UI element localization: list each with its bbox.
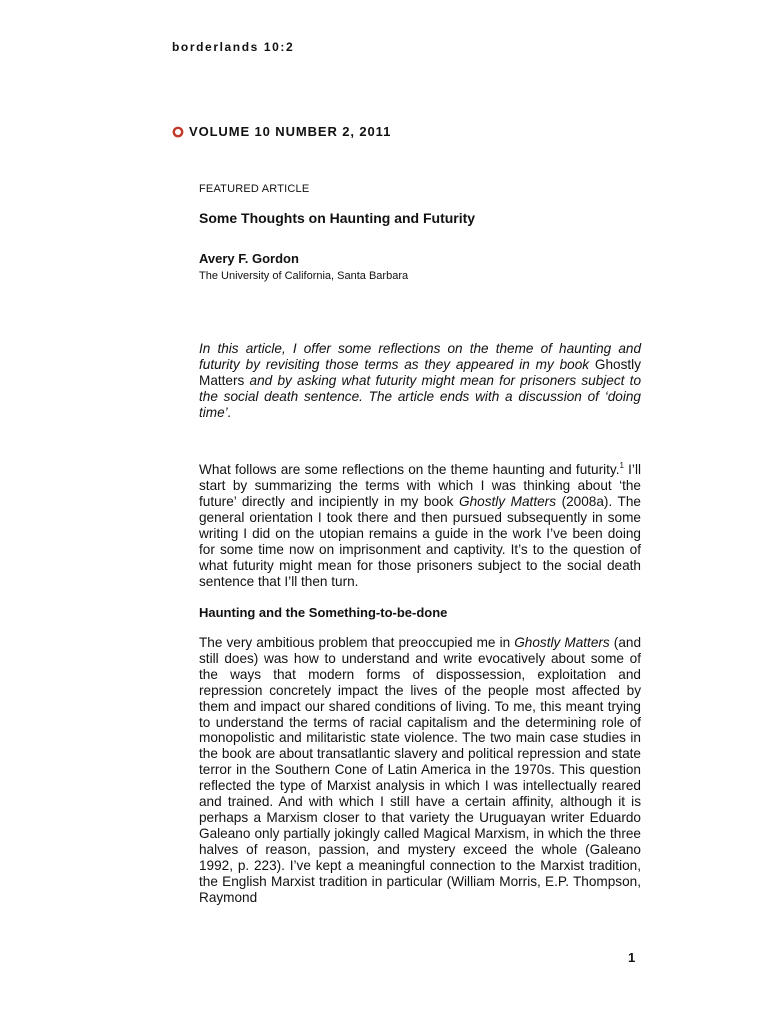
volume-line xyxy=(172,124,391,139)
volume-label: VOLUME 10 NUMBER 2, 2011 xyxy=(189,124,392,139)
intro-text-2: I’ll start by summarizing the terms with which I was thinking about ‘the future’ directly and incipiently in my book xyxy=(199,462,641,509)
body-text-2: (and still does) was how to understand and write evocatively about some of the ways that modern forms of dispossession, exploitation and repression concretely impact the lives of the people most affected by them and impact our shared conditions of living. To me, this meant trying to understand the terms of racial capitalism and the determining role of monopolistic and militaristic state violence. The two main case studies in the book are about transatlantic slavery and political repression and state terror in the Southern Cone of Latin America in the 1970s. This question reflected the type of Marxist analysis in which I was intellectually reared and trained. And with which I still have a certain affinity, although it is perhaps a Marxism closer to that variety the Uruguayan writer Eduardo Galeano only partially jokingly called Magical Marxism, in which the three halves of reason, passion, and mystery exceed the whole (Galeano 1992, p. 223). I’ve kept a meaningful connection to the Marxist tradition, the English Marxist tradition in particular (William Morris, E.P. Thompson, Raymond xyxy=(199,635,642,905)
body-paragraph xyxy=(199,635,641,905)
abstract-text-1: In this article, I offer some reflections on the theme of haunting and futurity by revisiting those terms as they appeared in my book xyxy=(199,341,641,372)
page-number: 1 xyxy=(628,950,636,965)
intro-text-1: What follows are some reflections on the theme haunting and futurity. xyxy=(199,462,620,477)
footnote-marker[interactable]: 1 xyxy=(619,461,624,470)
article-title: Some Thoughts on Haunting and Futurity xyxy=(199,210,476,226)
abstract-paragraph xyxy=(199,341,641,421)
intro-text-3: (2008a). The general orientation I took there and then pursued subsequently in some writing I did on the utopian remains a guide in the work I’ve been doing for some time now on imprisonment and captivity. It’s to the question of what futurity might mean for those prisoners subject to the social death sentence that I’ll then turn. xyxy=(199,494,641,589)
abstract-text-2: and by asking what futurity might mean for prisoners subject to the social death sentence. The article ends with a discussion of ‘doing time’. xyxy=(199,373,641,420)
running-head: borderlands 10:2 xyxy=(172,40,295,54)
abstract-book-title: Ghostly Matters xyxy=(199,357,641,388)
section-label: FEATURED ARTICLE xyxy=(199,183,310,195)
ring-icon xyxy=(172,126,184,138)
intro-book-title: Ghostly Matters xyxy=(459,494,556,509)
author-name: Avery F. Gordon xyxy=(199,251,299,266)
body-book-title: Ghostly Matters xyxy=(514,635,610,650)
section-heading: Haunting and the Something-to-be-done xyxy=(199,605,448,620)
author-affiliation: The University of California, Santa Barbara xyxy=(199,270,409,282)
body-text-1: The very ambitious problem that preoccupied me in xyxy=(199,635,515,650)
intro-paragraph xyxy=(199,462,641,590)
